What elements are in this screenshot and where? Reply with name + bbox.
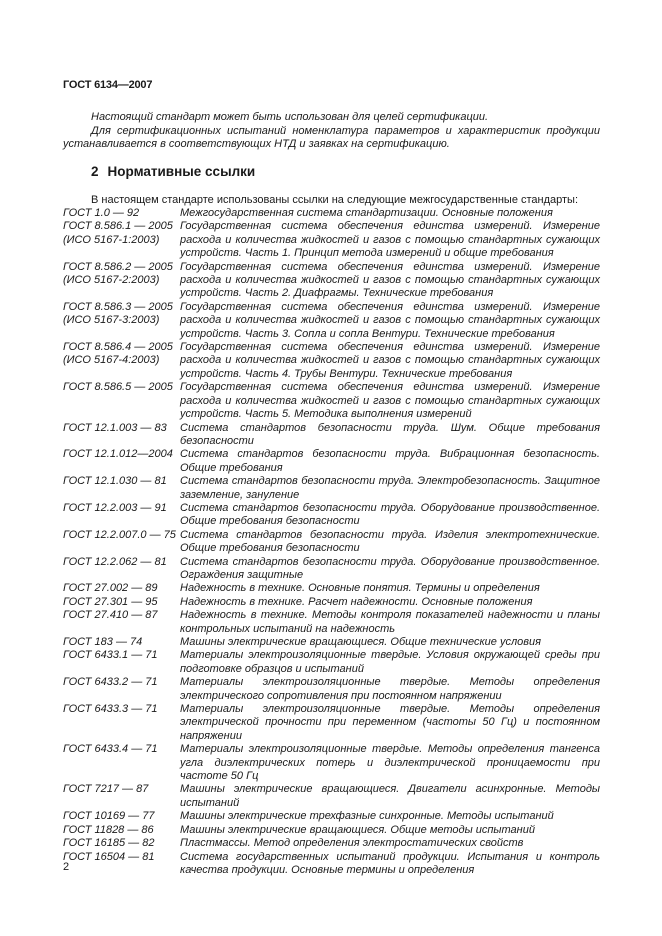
reference-item [63, 207, 600, 220]
paragraph-text: Настоящий стандарт может быть использован для целей сертификации. [91, 111, 489, 123]
reference-item [63, 609, 600, 636]
standard-code: ГОСТ 6433.3 — 71 [63, 703, 158, 716]
paragraph-certification [63, 111, 600, 124]
standard-code: ГОСТ 16504 — 81 [63, 850, 155, 863]
reference-item [63, 301, 600, 341]
standard-code: ГОСТ 10169 — 77 [63, 810, 155, 823]
reference-item [63, 341, 600, 381]
reference-title: Пластмассы. Метод определения электростатических свойств [180, 837, 524, 850]
reference-title: Надежность в технике. Расчет надежности. Основные положения [180, 595, 533, 608]
reference-code [63, 529, 180, 556]
section-heading [91, 164, 255, 179]
standard-code: ГОСТ 6433.4 — 71 [63, 743, 158, 756]
iso-equivalent-code: (ИСО 5167-1:2003) [63, 233, 160, 246]
standard-code: ГОСТ 12.1.030 — 81 [63, 475, 167, 488]
paragraph-text: Для сертификационных испытаний номенклатура параметров и характеристик продукции устанавливается в соответствующих НТД и заявках на сертификацию. [63, 125, 600, 151]
reference-item [63, 422, 600, 449]
standard-code: ГОСТ 27.410 — 87 [63, 609, 158, 622]
reference-title: Материалы электроизоляционные твердые. Методы определения электрической прочности при переменном (частоты 50 Гц) и постоянном напряжении [180, 703, 600, 742]
reference-item [63, 502, 600, 529]
reference-title: Система стандартов безопасности труда. Электробезопасность. Защитное заземление, зануление [180, 475, 600, 501]
iso-equivalent-code: (ИСО 5167-4:2003) [63, 354, 160, 367]
references-intro: В настоящем стандарте использованы ссылки на следующие межгосударственные стандарты: [91, 194, 579, 206]
reference-title: Машины электрические вращающиеся. Общие технические условия [180, 636, 542, 648]
document-header-id: ГОСТ 6134—2007 [63, 79, 153, 91]
reference-title: Межгосударственная система стандартизации. Основные положения [180, 207, 553, 219]
reference-code [63, 261, 180, 301]
reference-title: Система стандартов безопасности труда. Оборудование производственное. Общие требования безопасности [180, 501, 600, 528]
reference-item [63, 743, 600, 783]
reference-item [63, 676, 600, 703]
reference-item [63, 649, 600, 676]
reference-title: Система стандартов безопасности труда. Вибрационная безопасность. Общие требования [180, 448, 600, 474]
reference-code [63, 743, 180, 783]
standard-code: ГОСТ 12.1.012—2004 [63, 448, 173, 461]
standard-code: ГОСТ 12.2.062 — 81 [63, 555, 167, 568]
standard-code: ГОСТ 8.586.1 — 2005 [63, 220, 173, 233]
reference-code [63, 676, 180, 703]
reference-code [63, 649, 180, 676]
iso-equivalent-code: (ИСО 5167-3:2003) [63, 314, 160, 327]
reference-code [63, 502, 180, 529]
reference-item [63, 703, 600, 743]
reference-item [63, 596, 600, 609]
reference-item [63, 837, 600, 850]
standard-code: ГОСТ 12.1.003 — 83 [63, 421, 167, 434]
standard-code: ГОСТ 8.586.5 — 2005 [63, 381, 173, 394]
reference-code [63, 556, 180, 583]
reference-item [63, 851, 600, 878]
reference-code [63, 810, 180, 823]
section-title: Нормативные ссылки [107, 164, 256, 179]
standard-code: ГОСТ 16185 — 82 [63, 837, 155, 850]
standard-code: ГОСТ 12.2.003 — 91 [63, 501, 167, 514]
reference-code [63, 582, 180, 595]
reference-item [63, 261, 600, 301]
standard-code: ГОСТ 8.586.3 — 2005 [63, 300, 173, 313]
standard-code: ГОСТ 7217 — 87 [63, 783, 149, 796]
reference-title: Материалы электроизоляционные твердые. Методы определения тангенса угла диэлектрических потерь и диэлектрической проницаемости при частоте 50 Гц [180, 743, 600, 783]
standard-code: ГОСТ 8.586.4 — 2005 [63, 341, 173, 354]
reference-code [63, 837, 180, 850]
standard-code: ГОСТ 1.0 — 92 [63, 207, 140, 219]
reference-item [63, 783, 600, 810]
reference-title: Государственная система обеспечения единства измерений. Измерение расхода и количества жидкостей и газов с помощью стандартных сужающих устройств. Часть 3. Сопла и сопла Вентури. Технические требования [180, 300, 600, 340]
reference-item [63, 556, 600, 583]
reference-title: Машины электрические вращающиеся. Общие методы испытаний [180, 823, 535, 836]
reference-title: Надежность в технике. Методы контроля показателей надежности и планы контрольных испытаний на надежность [180, 609, 600, 635]
page-number: 2 [63, 861, 70, 873]
references-list [63, 207, 600, 877]
reference-code [63, 341, 180, 381]
reference-item [63, 475, 600, 502]
reference-code [63, 703, 180, 743]
reference-title: Машины электрические трехфазные синхронные. Методы испытаний [180, 810, 554, 823]
reference-code [63, 220, 180, 260]
reference-title: Государственная система обеспечения единства измерений. Измерение расхода и количества жидкостей и газов с помощью стандартных сужающих устройств. Часть 2. Диафрагмы. Технические требования [180, 260, 600, 300]
reference-code [63, 381, 180, 421]
reference-item [63, 448, 600, 475]
paragraph-nomenclature [63, 125, 600, 152]
iso-equivalent-code: (ИСО 5167-2:2003) [63, 274, 160, 287]
reference-title: Государственная система обеспечения единства измерений. Измерение расхода и количества жидкостей и газов с помощью стандартных сужающих устройств. Часть 5. Методика выполнения измерений [180, 381, 600, 421]
reference-item [63, 824, 600, 837]
reference-title: Машины электрические вращающиеся. Двигатели асинхронные. Методы испытаний [180, 783, 600, 809]
standard-code: ГОСТ 11828 — 86 [63, 823, 154, 836]
reference-code [63, 301, 180, 341]
reference-title: Государственная система обеспечения единства измерений. Измерение расхода и количества жидкостей и газов с помощью стандартных сужающих устройств. Часть 1. Принцип метода измерений и общие требования [180, 220, 600, 260]
reference-item [63, 381, 600, 421]
reference-code [63, 851, 180, 878]
standard-code: ГОСТ 27.301 — 95 [63, 595, 158, 608]
reference-title: Государственная система обеспечения единства измерений. Измерение расхода и количества жидкостей и газов с помощью стандартных сужающих устройств. Часть 4. Трубы Вентури. Технические требования [180, 341, 600, 380]
reference-title: Система стандартов безопасности труда. Оборудование производственное. Ограждения защитные [180, 555, 600, 581]
reference-item [63, 220, 600, 260]
reference-item [63, 582, 600, 595]
reference-item [63, 636, 600, 649]
reference-code [63, 207, 180, 220]
standard-code: ГОСТ 6433.2 — 71 [63, 676, 158, 689]
reference-code [63, 824, 180, 837]
reference-title: Система государственных испытаний продукции. Испытания и контроль качества продукции. Основные термины и определения [180, 850, 600, 876]
reference-code [63, 783, 180, 810]
section-number: 2 [91, 164, 99, 179]
reference-code [63, 475, 180, 502]
standard-code: ГОСТ 12.2.007.0 — 75 [63, 528, 176, 541]
reference-code [63, 609, 180, 636]
reference-title: Система стандартов безопасности труда. Изделия электротехнические. Общие требования безопасности [180, 528, 600, 555]
standard-code: ГОСТ 8.586.2 — 2005 [63, 260, 173, 273]
reference-title: Материалы электроизоляционные твердые. Методы определения электрического сопротивления при постоянном напряжении [180, 676, 600, 702]
reference-code [63, 636, 180, 649]
reference-title: Материалы электроизоляционные твердые. Условия окружающей среды при подготовке образцов и испытаний [180, 649, 600, 675]
reference-code [63, 422, 180, 449]
reference-code [63, 448, 180, 475]
standard-code: ГОСТ 183 — 74 [63, 636, 143, 648]
standard-code: ГОСТ 6433.1 — 71 [63, 649, 158, 662]
standard-code: ГОСТ 27.002 — 89 [63, 582, 158, 595]
reference-item [63, 529, 600, 556]
reference-title: Система стандартов безопасности труда. Шум. Общие требования безопасности [180, 421, 600, 447]
reference-title: Надежность в технике. Основные понятия. Термины и определения [180, 582, 540, 595]
reference-item [63, 810, 600, 823]
reference-code [63, 596, 180, 609]
